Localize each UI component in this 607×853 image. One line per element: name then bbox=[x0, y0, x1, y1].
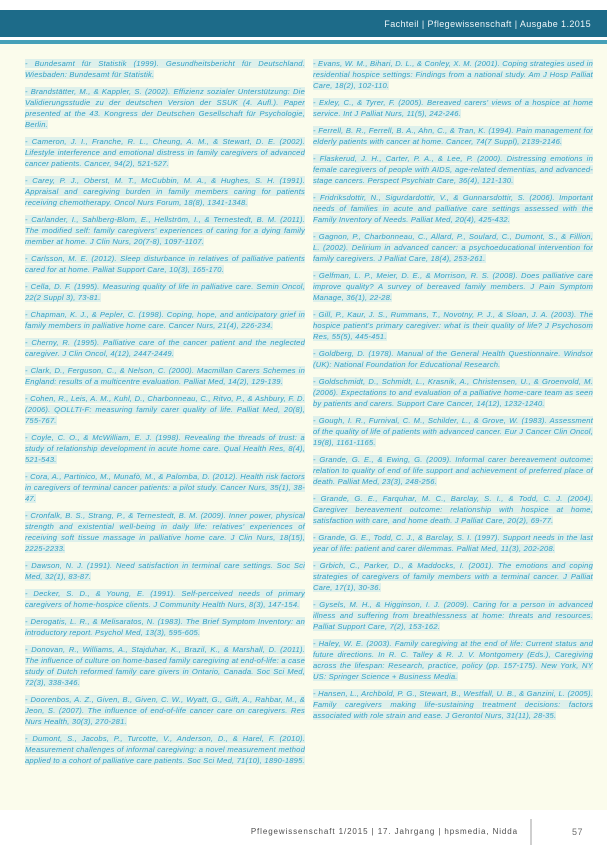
reference-entry-text: - Brandstätter, M., & Kappler, S. (2002). Effizienz sozialer Unterstützung: Die Validierungsstudie zu der deutschen Version der SSUK (4. Aufl.). Paper presented at the 43. Kongress der Deutschen Gesellschaft für Psychologie, Berlin. bbox=[25, 87, 305, 129]
reference-entry-text: - Cameron, J. I., Franche, R. L., Cheung, A. M., & Stewart, D. E. (2002). Lifestyle interference and emotional distress in family caregivers of advanced cancer patients. Cancer, 94(2), 521-527. bbox=[25, 137, 305, 168]
reference-entry bbox=[313, 125, 593, 147]
footer-journal-line: Pflegewissenschaft 1/2015 | 17. Jahrgang | hpsmedia, Nidda bbox=[250, 827, 518, 836]
references-column-right bbox=[313, 58, 593, 810]
reference-entry bbox=[25, 733, 305, 766]
reference-entry bbox=[25, 432, 305, 465]
reference-entry-text: - Dumont, S., Jacobs, P., Turcotte, V., Anderson, D., & Harel, F. (2010). Measurement challenges of informal caregiving: a novel measurement method applied to a cohort of palliative care patients. Soc Sci Med, 71(10), 1890-1895. bbox=[25, 734, 305, 765]
references-column-left bbox=[25, 58, 305, 810]
reference-entry-text: - Flaskerud, J. H., Carter, P. A., & Lee, P. (2000). Distressing emotions in female caregivers of people with AIDS, age-related dementias, and advanced-stage cancers. Perspect Psychiatr Care, 36(4), 121-130. bbox=[313, 154, 593, 185]
reference-entry bbox=[313, 231, 593, 264]
reference-entry-text: - Clark, D., Ferguson, C., & Nelson, C. (2000). Macmillan Carers Schemes in England: results of a multicentre evaluation. Palliat Med, 14(2), 129-139. bbox=[25, 366, 305, 386]
reference-entry-text: - Doorenbos, A. Z., Given, B., Given, C. W., Wyatt, G., Gift, A., Rahbar, M., & Jeon, S. (2007). The influence of end-of-life cancer care on caregivers. Res Nurs Health, 30(3), 270-281. bbox=[25, 695, 305, 726]
reference-entry bbox=[313, 493, 593, 526]
reference-entry-text: - Cherny, R. (1995). Palliative care of the cancer patient and the neglected caregiver. J Clin Oncol, 4(12), 2447-2449. bbox=[25, 338, 305, 358]
reference-entry bbox=[25, 214, 305, 247]
reference-entry bbox=[25, 393, 305, 426]
reference-entry bbox=[313, 599, 593, 632]
header-band bbox=[0, 10, 607, 37]
reference-entry-text: - Cora, A., Partinico, M., Munafò, M., & Palomba, D. (2012). Health risk factors in caregivers of terminal cancer patients: a pilot study. Cancer Nurs, 35(1), 38-47. bbox=[25, 472, 305, 503]
reference-entry bbox=[313, 58, 593, 91]
reference-entry-text: - Donovan, R., Williams, A., Stajduhar, K., Brazil, K., & Marshall, D. (2011). The influence of culture on home-based family caregiving at end-of-life: a case study of Dutch reformed family care givers in Ontario, Canada. Soc Sci Med, 72(3), 338-346. bbox=[25, 645, 305, 687]
reference-entry bbox=[313, 97, 593, 119]
references-section bbox=[0, 44, 607, 810]
reference-entry bbox=[313, 688, 593, 721]
reference-entry bbox=[25, 253, 305, 275]
reference-entry-text: - Chapman, K. J., & Pepler, C. (1998). Coping, hope, and anticipatory grief in family members in palliative home care. Cancer Nurs, 21(4), 226-234. bbox=[25, 310, 305, 330]
reference-entry-text: - Bundesamt für Statistik (1999). Gesundheitsbericht für Deutschland. Wiesbaden: Bundesamt für Statistik. bbox=[25, 59, 305, 79]
reference-entry-text: - Ferrell, B. R., Ferrell, B. A., Ahn, C., & Tran, K. (1994). Pain management for elderly patients with cancer at home. Cancer, 74(7 Suppl), 2139-2146. bbox=[313, 126, 593, 146]
reference-entry bbox=[25, 58, 305, 80]
reference-entry bbox=[25, 471, 305, 504]
reference-entry-text: - Cronfalk, B. S., Strang, P., & Ternestedt, B. M. (2009). Inner power, physical strength and existential well-being in daily life: relatives' experiences of receiving soft tissue massage in palliative home care. J Clin Nurs, 18(15), 2225-2233. bbox=[25, 511, 305, 553]
reference-entry bbox=[313, 192, 593, 225]
reference-entry bbox=[25, 694, 305, 727]
reference-entry-text: - Exley, C., & Tyrer, F. (2005). Bereaved carers' views of a hospice at home service. Int J Palliat Nurs, 11(5), 242-246. bbox=[313, 98, 593, 118]
reference-entry bbox=[25, 560, 305, 582]
reference-entry bbox=[25, 365, 305, 387]
reference-entry-text: - Grande, G. E., & Ewing, G. (2009). Informal carer bereavement outcome: relation to quality of end of life support and achievement of preferred place of death. Palliat Med, 23(3), 248-256. bbox=[313, 455, 593, 486]
reference-entry bbox=[25, 136, 305, 169]
reference-entry-text: - Dawson, N. J. (1991). Need satisfaction in terminal care settings. Soc Sci Med, 32(1), 83-87. bbox=[25, 561, 305, 581]
reference-entry-text: - Gough, I. R., Furnival, C. M., Schilder, L., & Grove, W. (1983). Assessment of the quality of life of patients with advanced cancer. Eur J Cancer Clin Oncol, 19(8), 1161-1165. bbox=[313, 416, 593, 447]
reference-entry-text: - Carey, P. J., Oberst, M. T., McCubbin, M. A., & Hughes, S. H. (1991). Appraisal and caregiving burden in family members caring for patients receiving chemotherapy. Oncol Nurs Forum, 18(8), 1341-1348. bbox=[25, 176, 305, 207]
reference-entry-text: - Grande, G. E., Farquhar, M. C., Barclay, S. I., & Todd, C. J. (2004). Caregiver bereavement outcome: relationship with hospice at home, satisfaction with care, and home death. J Palliat Care, 20(2), 69-77. bbox=[313, 494, 593, 525]
reference-entry-text: - Carlsson, M. E. (2012). Sleep disturbance in relatives of palliative patients cared for at home. Palliat Support Care, 10(3), 165-170. bbox=[25, 254, 305, 274]
reference-entry-text: - Carlander, I., Sahlberg-Blom, E., Hellström, I., & Ternestedt, B. M. (2011). The modified self: family caregivers' experiences of caring for a dying family member at home. J Clin Nurs, 20(7-8), 1097-1107. bbox=[25, 215, 305, 246]
reference-entry-text: - Grande, G. E., Todd, C. J., & Barclay, S. I. (1997). Support needs in the last year of life: patient and carer dilemmas. Palliat Med, 11(3), 202-208. bbox=[313, 533, 593, 553]
reference-entry-text: - Gelfman, L. P., Meier, D. E., & Morrison, R. S. (2008). Does palliative care improve quality? A survey of bereaved family members. J Pain Symptom Manage, 36(1), 22-28. bbox=[313, 271, 593, 302]
reference-entry bbox=[25, 588, 305, 610]
reference-entry-text: - Hansen, L., Archbold, P. G., Stewart, B., Westfall, U. B., & Ganzini, L. (2005). Family caregivers making life-sustaining treatment decisions: factors associated with role strain and ease. J Gerontol Nurs, 31(11), 28-35. bbox=[313, 689, 593, 720]
reference-entry-text: - Goldberg, D. (1978). Manual of the General Health Questionnaire. Windsor (UK): National Foundation for Educational Research. bbox=[313, 349, 593, 369]
reference-entry bbox=[313, 309, 593, 342]
reference-entry bbox=[25, 86, 305, 130]
reference-entry-text: - Coyle, C. O., & McWilliam, E. J. (1998). Revealing the threads of trust: a study of relationship development in acute home care. Qual Health Res, 8(4), 521-543. bbox=[25, 433, 305, 464]
page-footer bbox=[0, 810, 607, 853]
reference-entry bbox=[25, 281, 305, 303]
reference-entry bbox=[313, 270, 593, 303]
reference-entry bbox=[313, 638, 593, 682]
reference-entry-text: - Evans, W. M., Bihari, D. L., & Conley, X. M. (2001). Coping strategies used in residential hospice settings: Findings from a national study. Am J Hosp Palliat Care, 18(2), 102-110. bbox=[313, 59, 593, 90]
reference-entry-text: - Decker, S. D., & Young, E. (1991). Self-perceived needs of primary caregivers of home-hospice clients. J Community Health Nurs, 8(3), 147-154. bbox=[25, 589, 305, 609]
reference-entry-text: - Gysels, M. H., & Higginson, I. J. (2009). Caring for a person in advanced illness and suffering from breathlessness at home: threats and resources. Palliat Support Care, 7(2), 153-162. bbox=[313, 600, 593, 631]
reference-entry bbox=[25, 510, 305, 554]
reference-entry-text: - Derogatis, L. R., & Melisaratos, N. (1983). The Brief Symptom Inventory: an introductory report. Psychol Med, 13(3), 595-605. bbox=[25, 617, 305, 637]
reference-entry bbox=[25, 309, 305, 331]
header-band-text: Fachteil | Pflegewissenschaft | Ausgabe 1.2015 bbox=[384, 18, 591, 29]
reference-entry bbox=[25, 616, 305, 638]
footer-divider bbox=[530, 819, 532, 845]
reference-entry-text: - Cella, D. F. (1995). Measuring quality of life in palliative care. Semin Oncol, 22(2 Suppl 3), 73-81. bbox=[25, 282, 305, 302]
reference-entry bbox=[313, 454, 593, 487]
reference-entry bbox=[313, 560, 593, 593]
reference-entry bbox=[313, 153, 593, 186]
reference-entry bbox=[25, 644, 305, 688]
reference-entry bbox=[313, 376, 593, 409]
reference-entry-text: - Goldschmidt, D., Schmidt, L., Krasnik, A., Christensen, U., & Groenvold, M. (2006). Expectations to and evaluation of a palliative home-care team as seen by patients and carers. Support Care Cancer, 14(12), 1232-1240. bbox=[313, 377, 593, 408]
footer-page-number: 57 bbox=[571, 826, 583, 837]
reference-entry-text: - Gill, P., Kaur, J. S., Rummans, T., Novotny, P. J., & Sloan, J. A. (2003). The hospice patient's primary caregiver: what is their quality of life? J Psychosom Res, 55(5), 445-451. bbox=[313, 310, 593, 341]
reference-entry-text: - Gagnon, P., Charbonneau, C., Allard, P., Soulard, C., Dumont, S., & Fillion, L. (2002). Delirium in advanced cancer: a psychoeducational intervention for family caregivers. J Palliat Care, 18(4), 253-261. bbox=[313, 232, 593, 263]
reference-entry-text: - Cohen, R., Leis, A. M., Kuhl, D., Charbonneau, C., Ritvo, P., & Ashbury, F. D. (2006). QOLLTI-F: measuring family carer quality of life. Palliat Med, 20(8), 755-767. bbox=[25, 394, 305, 425]
reference-entry-text: - Fridriksdottir, N., Sigurdardottir, V., & Gunnarsdottir, S. (2006). Important needs of families in acute and palliative care settings assessed with the Family Inventory of Needs. Palliat Med, 20(4), 425-432. bbox=[313, 193, 593, 224]
reference-entry bbox=[313, 348, 593, 370]
reference-entry bbox=[25, 175, 305, 208]
reference-entry bbox=[313, 415, 593, 448]
reference-entry bbox=[313, 532, 593, 554]
reference-entry bbox=[25, 337, 305, 359]
reference-entry-text: - Grbich, C., Parker, D., & Maddocks, I. (2001). The emotions and coping strategies of caregivers of family members with a terminal cancer. J Palliat Care, 17(1), 30-36. bbox=[313, 561, 593, 592]
reference-entry-text: - Haley, W. E. (2003). Family caregiving at the end of life: Current status and future directions. In R. C. Talley & R. J. V. Montgomery (Eds.), Caregiving across the lifespan: Research, practice, policy (pp. 157-175). New York, NY US: Springer Science + Business Media. bbox=[313, 639, 593, 681]
